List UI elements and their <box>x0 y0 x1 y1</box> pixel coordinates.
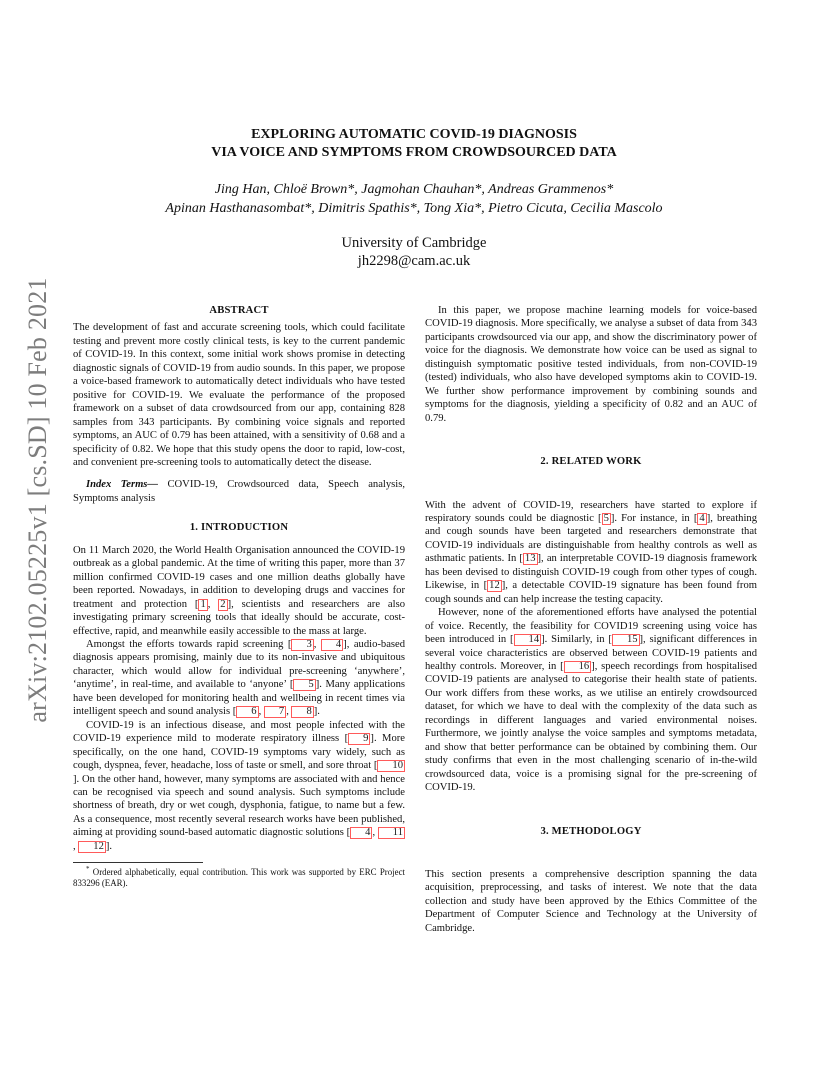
right-column <box>425 304 757 935</box>
citation-link[interactable]: 4 <box>350 827 372 839</box>
citation-link[interactable]: 3 <box>291 639 313 651</box>
abstract-heading: ABSTRACT <box>209 305 269 316</box>
footnote-text: Ordered alphabetically, equal contribution. This work was supported by ERC Project 833296 (EAR). <box>73 867 405 889</box>
citation-link[interactable]: 11 <box>378 827 405 839</box>
arxiv-identifier: arXiv:2102.05225v1 [cs.SD] 10 Feb 2021 <box>23 277 52 723</box>
intro-paragraph-4: In this paper, we propose machine learning models for voice-based COVID-19 diagnosis. More specifically, we analyse a subset of data from 343 participants crowdsourced via our app, and show the discriminatory power of voice for the diagnosis. We demonstrate how voice can be used as signal to distinguish symptomatic positive tested individuals, from non-COVID-19 (tested) individuals, who also have developed symptoms akin to COVID-19. We further show performance improvement by combining sounds and symptoms for the diagnosis, yielding a specificity of 0.82 and an AUC of 0.79. <box>425 305 757 424</box>
author-line-2: Apinan Hasthanasombat*, Dimitris Spathis*, Tong Xia*, Pietro Cicuta, Cecilia Mascolo <box>165 201 663 216</box>
index-terms-text: COVID-19, Crowdsourced data, Speech analysis, Symptoms analysis <box>73 479 405 504</box>
citation-link[interactable]: 7 <box>264 706 286 718</box>
section-heading-related-work: 2. RELATED WORK <box>540 456 642 468</box>
left-column <box>73 304 405 889</box>
methodology-paragraph: This section presents a comprehensive description spanning the data acquisition, preprocessing, and tasks of interest. We note that the data collection and study have been approved by the Ethics Committee of the Department of Computer Science and Technology at the University of Cambridge. <box>425 868 757 934</box>
footnote-mark: * <box>86 865 90 874</box>
related-paragraph-1: With the advent of COVID-19, researchers have started to explore if respiratory sounds could be diagnostic [ 5 ]. For instance, in [ 4 ], breathing and cough sounds have been targeted and researchers demonstrate that COVID-19 individuals are distinguishable from healthy controls as well as asthmatic patients. In [ 13 ], an interpretable COVID-19 diagnosis framework has been devised to distinguish COVID-19 cough from other types of cough. Likewise, in [ 12 ], a detectable COVID-19 signature has been found from cough sounds and can help increase the testing capacity. <box>425 499 757 605</box>
index-terms <box>73 478 405 505</box>
citation-link[interactable]: 9 <box>348 733 370 745</box>
author-list <box>90 180 738 218</box>
citation-link[interactable]: 4 <box>321 639 343 651</box>
citation-link[interactable]: 13 <box>524 553 536 565</box>
author-line-1: Jing Han, Chloë Brown*, Jagmohan Chauhan*, Andreas Grammenos* <box>214 182 614 197</box>
arxiv-stamp <box>18 277 58 723</box>
citation-link[interactable]: 6 <box>236 706 258 718</box>
index-terms-label: Index Terms— <box>86 479 159 491</box>
citation-link[interactable]: 8 <box>291 706 313 718</box>
citation-link[interactable]: 2 <box>220 598 226 610</box>
section-heading-introduction: 1. INTRODUCTION <box>189 522 289 534</box>
affiliation-block <box>200 234 628 270</box>
citation-link[interactable]: 16 <box>564 661 592 673</box>
section-heading-methodology: 3. METHODOLOGY <box>540 825 642 837</box>
citation-link[interactable]: 15 <box>612 634 640 646</box>
affiliation: University of Cambridge <box>341 235 487 251</box>
citation-link[interactable]: 12 <box>78 841 106 853</box>
footnote-rule <box>73 862 203 863</box>
intro-paragraph-2: Amongst the efforts towards rapid screening [ 3 , 4 ], audio-based diagnosis appears promising, mainly due to its non-invasive and ubiquitous character, which would allow for individual pre-screening ‘anywhere’, ‘anytime’, in real-time, and available to ‘anyone’ [ 5 ]. Many applications have been developed for monitoring health and wellbeing in recent times via intelligent speech and sound analysis [ 6 , 7 , 8 ]. <box>73 638 406 718</box>
intro-paragraph-1: On 11 March 2020, the World Health Organisation announced the COVID-19 outbreak as a global pandemic. At the time of writing this paper, more than 37 million confirmed COVID-19 cases and one million deaths globally have been reported. Nowadays, in addition to developing drugs and vaccines for treatment and protection [ 1 , 2 ], scientists and researchers are also investigating primary screening tools that ideally should be accurate, cost-effective, rapid, and meanwhile easily accessible to the mass at large. <box>73 544 405 637</box>
citation-link[interactable]: 5 <box>603 512 609 524</box>
citation-link[interactable]: 10 <box>377 760 405 772</box>
title-line-1: EXPLORING AUTOMATIC COVID-19 DIAGNOSIS <box>251 127 577 142</box>
related-paragraph-2: However, none of the aforementioned efforts have analysed the potential of voice. Recently, the feasibility for COVID19 screening using voice has been introduced in [ 14 ]. Similarly, in [ 15 ], significant differences in several voice characteristics are observed between COVID-19 patients and healthy controls. Moreover, in [ 16 ], speech recordings from hospitalised COVID-19 patients are analysed to categorise their health state of patients. Our work differs from these works, as we utilise an entirely crowdsourced dataset, for which we have to deal with the complexity of the data such as recordings in different languages and varied environmental noises. Furthermore, we jointly analyse the voice samples and symptoms metadata, and show that better performance can be obtained by combining them. Our study confirms that even in the most challenging scenario of in-the-wild crowdsourced data, voice is a promising signal for the pre-screening of COVID-19. <box>425 607 757 794</box>
intro-paragraph-3: COVID-19 is an infectious disease, and most people infected with the COVID-19 experience mild to moderate respiratory illness [ 9 ]. More specifically, on the one hand, COVID-19 symptoms vary widely, such as cough, dyspnea, fever, headache, loss of taste or smell, and sore throat [ 10]. On the other hand, however, many symptoms are associated with and hence can be recognised via speech and sound analysis. Such symptoms include shortness of breath, dry or wet cough, dysphonia, fatigue, to name but a few. As a consequence, most recently several research works have been published, aiming at providing sound-based automatic diagnostic solutions [ 4 , 11, 12 ]. <box>73 719 405 852</box>
footnote <box>73 867 405 889</box>
title-line-2: VIA VOICE AND SYMPTOMS FROM CROWDSOURCED DATA <box>211 145 617 160</box>
contact-email: jh2298@cam.ac.uk <box>357 253 471 269</box>
paper-title <box>100 126 728 162</box>
citation-link[interactable]: 14 <box>514 634 542 646</box>
citation-link[interactable]: 4 <box>699 512 705 524</box>
citation-link[interactable]: 12 <box>489 580 500 592</box>
abstract-text: The development of fast and accurate screening tools, which could facilitate testing and prevent more costly clinical tests, is key to the current pandemic of COVID-19. In this context, some initial work shows promise in detecting diagnostic signals of COVID-19 from audio sounds. In this paper, we propose a voice-based framework to automatically detect individuals who have tested positive for COVID-19. We evaluate the performance of the proposed framework on a subset of data crowdsourced from our app, containing 828 samples from 343 participants. By combining voice signals and reported symptoms, an AUC of 0.79 has been attained, with a sensitivity of 0.68 and a specificity of 0.82. We hope that this study opens the door to rapid, low-cost, and convenient pre-screening tools to automatically detect the disease. <box>73 322 405 468</box>
citation-link[interactable]: 1 <box>200 598 206 610</box>
citation-link[interactable]: 5 <box>293 679 315 691</box>
